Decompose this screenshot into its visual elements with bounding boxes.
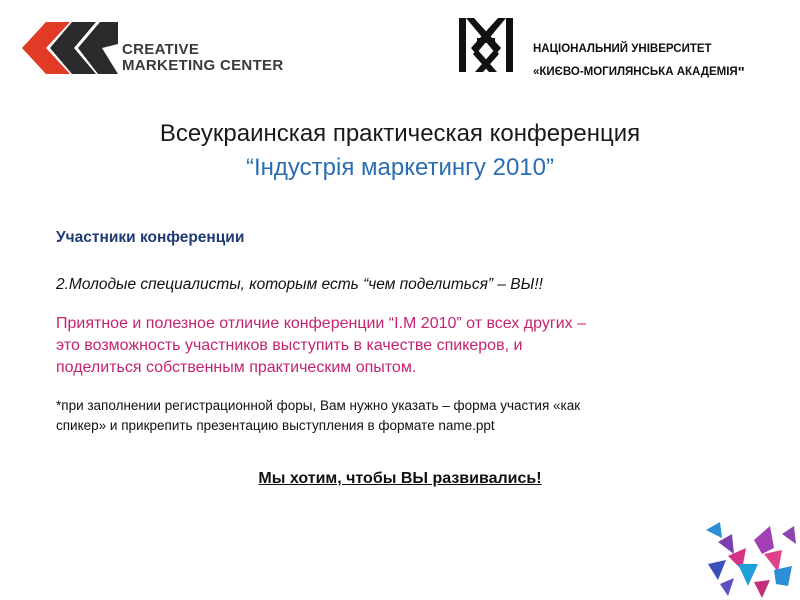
university-name xyxy=(533,38,745,84)
conference-title: Всеукраинская практическая конференция xyxy=(159,120,641,147)
cmc-logo-text xyxy=(122,42,283,74)
highlight-line: поделиться собственным практическим опытом. xyxy=(56,359,417,376)
cmc-line2: MARKETING CENTER xyxy=(122,57,284,74)
section-heading: Участники конференции xyxy=(56,229,245,246)
main-content xyxy=(56,228,756,436)
conference-subtitle: “Індустрія маркетингу 2010” xyxy=(246,154,554,181)
highlight-paragraph xyxy=(56,313,756,379)
highlight-line: Приятное и полезное отличие конференции “I.M 2010” от всех других – xyxy=(56,315,586,332)
note-line: спикер» и прикрепить презентацию выступления в формате name.ppt xyxy=(56,418,495,433)
highlight-line: это возможность участников выступить в качестве спикеров, и xyxy=(56,337,523,354)
participants-item: 2.Молодые специалисты, которым есть “чем поделиться” – ВЫ!! xyxy=(56,276,543,293)
university-line2-text: «КИЄВО-МОГИЛЯНСЬКА АКАДЕМІЯ xyxy=(533,66,738,78)
university-quote-mark: " xyxy=(737,64,745,81)
registration-note xyxy=(56,396,756,436)
university-line2 xyxy=(533,61,745,84)
tangram-decoration-icon xyxy=(698,520,798,600)
kyiv-mohyla-monogram-logo xyxy=(455,14,517,76)
note-line: *при заполнении регистрационной форы, Вам нужно указать – форма участия «как xyxy=(56,398,581,413)
university-line1: НАЦІОНАЛЬНИЙ УНІВЕРСИТЕТ xyxy=(533,43,712,55)
creative-marketing-center-logo xyxy=(22,14,118,74)
cmc-line1: CREATIVE xyxy=(122,41,200,58)
closing-statement: Мы хотим, чтобы ВЫ развивались! xyxy=(258,470,542,487)
